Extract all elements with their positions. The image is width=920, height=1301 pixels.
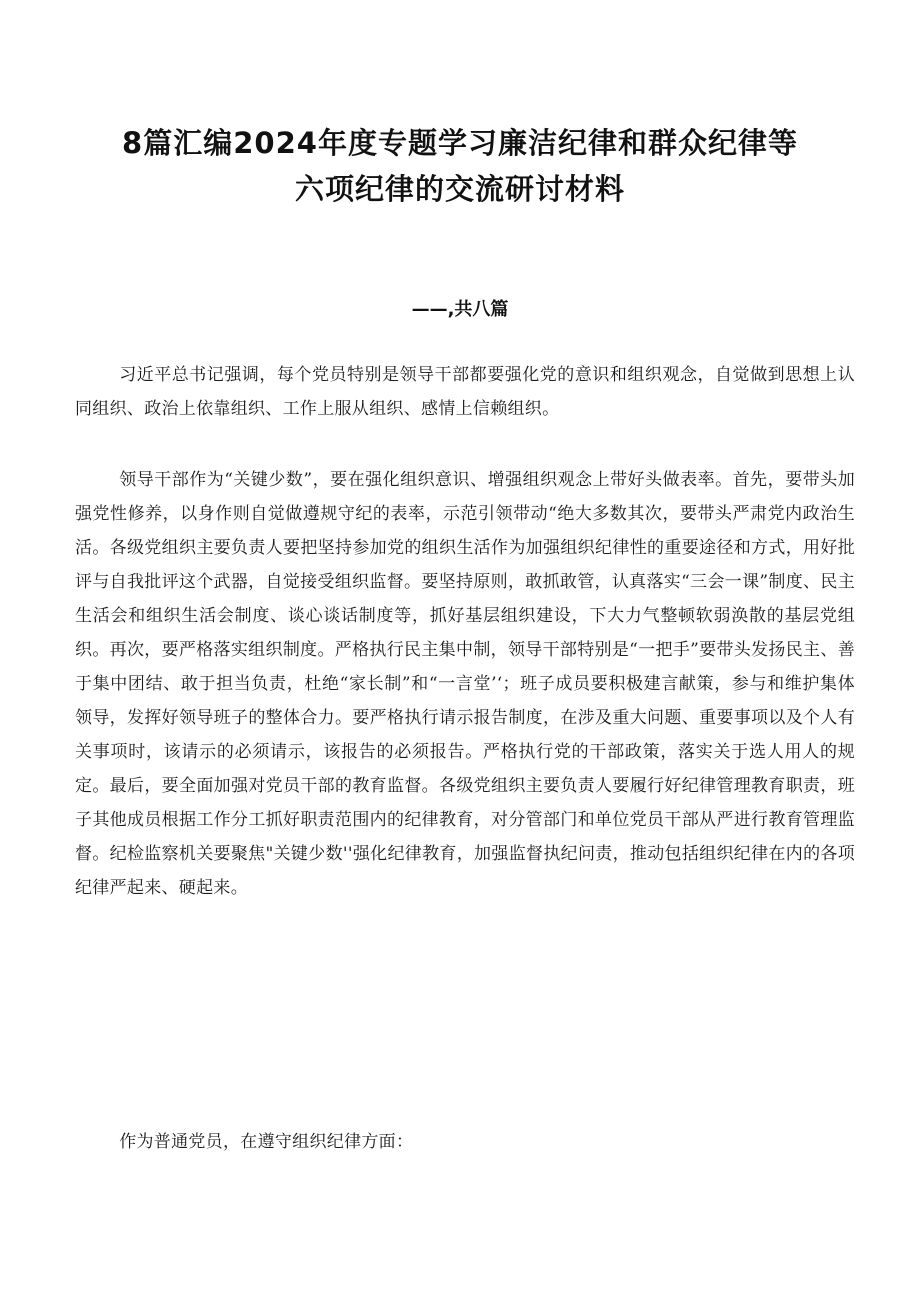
document-subtitle: ——,共八篇 — [411, 299, 509, 320]
document-title-line-2: 六项纪律的交流研讨材料 — [294, 172, 625, 206]
paragraph-1: 习近平总书记强调，每个党员特别是领导干部都要强化党的意识和组织观念，自觉做到思想上认同组织、政治上依靠组织、工作上服从组织、感情上信赖组织。 — [75, 365, 855, 419]
document-title-line-1: 8篇汇编2024年度专题学习廉洁纪律和群众纪律等 — [122, 126, 798, 160]
paragraph-2: 领导干部作为“关键少数”，要在强化组织意识、增强组织观念上带好头做表率。首先，要带头加强党性修养，以身作则自觉做遵规守纪的表率，示范引领带动“绝大多数其次，要带头严肃党内政治生活。各级党组织主要负责人要把坚持参加党的组织生活作为加强组织纪律性的重要途径和方式，用好批评与自我批评这个武器，自觉接受组织监督。要坚持原则，敢抓敢管，认真落实“三会一课”制度、民主生活会和组织生活会制度、谈心谈话制度等，抓好基层组织建设，下大力气整顿软弱涣散的基层党组织。再次，要严格落实组织制度。严格执行民主集中制，领导干部特别是“一把手”要带头发扬民主、善于集中团结、敢于担当负责，杜绝“家长制”和“一言堂’‘；班子成员要积极建言献策，参与和维护集体领导，发挥好领导班子的整体合力。要严格执行请示报告制度，在涉及重大问题、重要事项以及个人有关事项时，该请示的必须请示，该报告的必须报告。严格执行党的干部政策，落实关于选人用人的规定。最后，要全面加强对党员干部的教育监督。各级党组织主要负责人要履行好纪律管理教育职责，班子其他成员根据工作分工抓好职责范围内的纪律教育，对分管部门和单位党员干部从严进行教育管理监督。纪检监察机关要聚焦"关键少数''强化纪律教育，加强监督执纪问责，推动包括组织纪律在内的各项纪律严起来、硬起来。 — [75, 470, 855, 898]
paragraph-3: 作为普通党员，在遵守组织纪律方面： — [119, 1132, 414, 1152]
